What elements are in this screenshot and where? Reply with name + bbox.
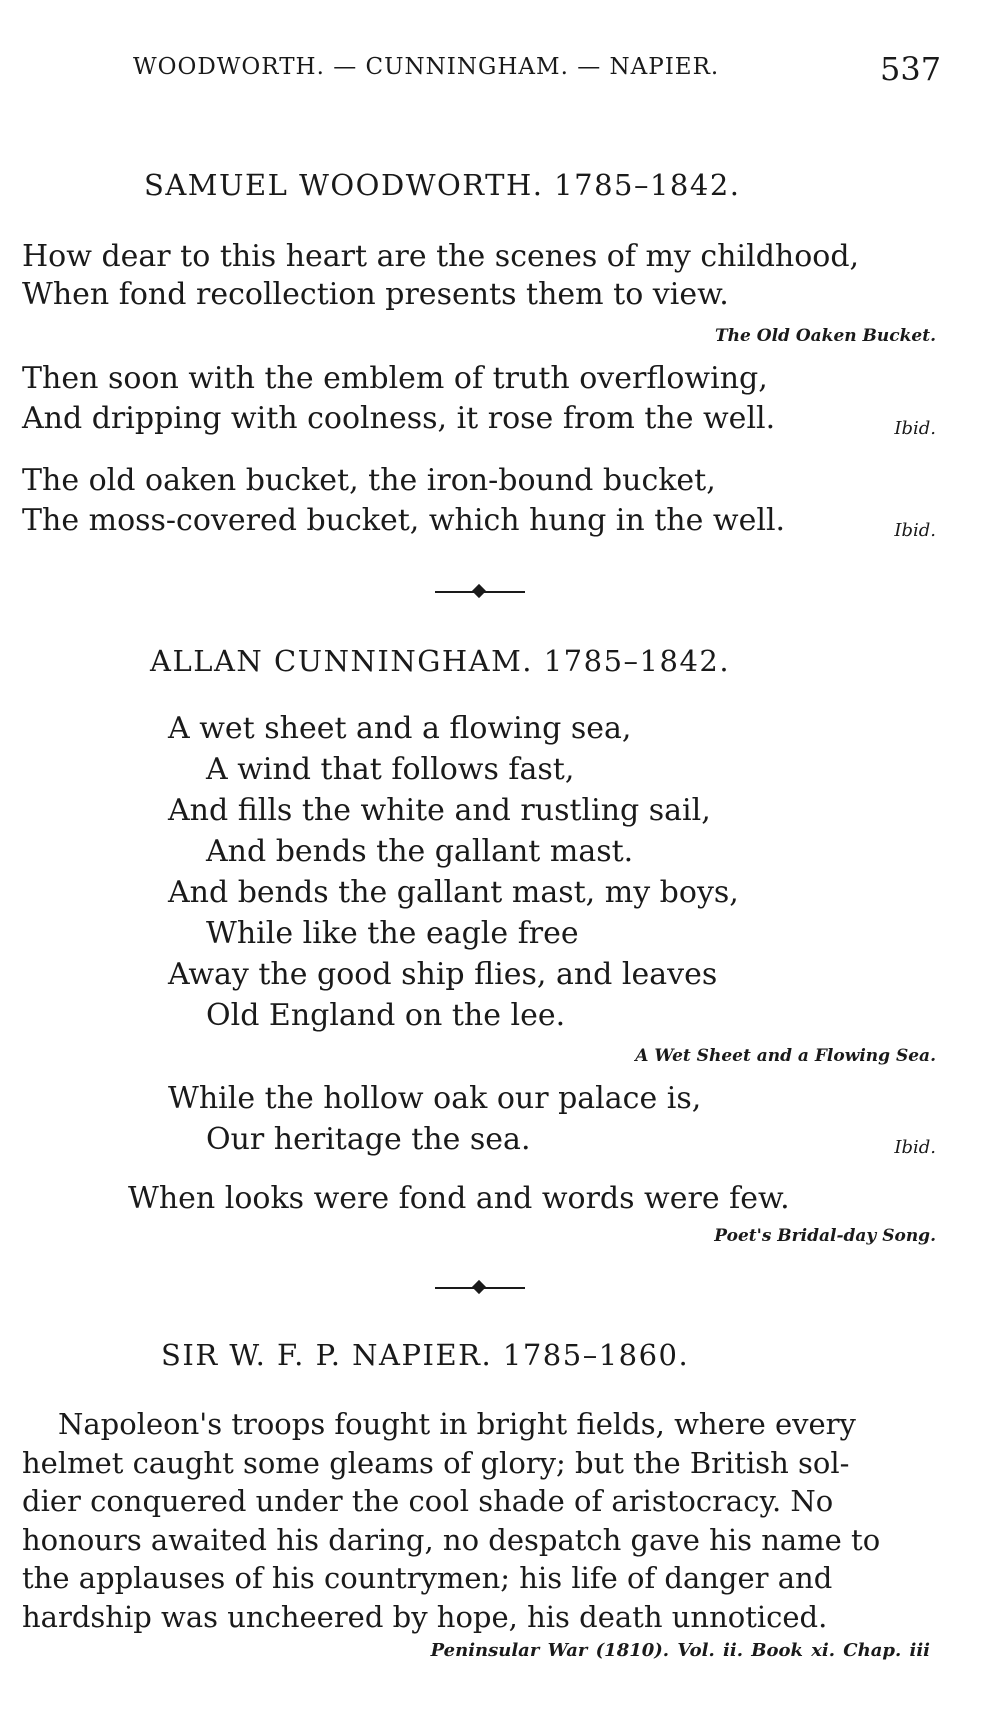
quote-source: Ibid.	[894, 520, 936, 541]
quote-source: A Wet Sheet and a Flowing Sea.	[635, 1046, 936, 1066]
running-title: WOODWORTH. — CUNNINGHAM. — NAPIER.	[133, 54, 720, 80]
quote-line: Then soon with the emblem of truth overflowing,	[22, 361, 768, 396]
quote-line: When fond recollection presents them to view.	[22, 277, 729, 312]
prose-line: helmet caught some gleams of glory; but the British sol-	[22, 1445, 850, 1480]
quote-line: And dripping with coolness, it rose from the well.	[22, 401, 776, 436]
quote-line: When looks were fond and words were few.	[128, 1181, 790, 1216]
quote-line: How dear to this heart are the scenes of my childhood,	[22, 239, 860, 274]
poem-line: While the hollow oak our palace is,	[168, 1081, 702, 1116]
section-divider	[435, 1281, 525, 1295]
quote-source: The Old Oaken Bucket.	[715, 326, 936, 346]
prose-line: the applauses of his countrymen; his life of danger and	[22, 1561, 833, 1595]
section-title-cunningham: ALLAN CUNNINGHAM. 1785–1842.	[150, 644, 731, 678]
running-head	[0, 50, 1000, 90]
poem-line: And bends the gallant mast.	[206, 834, 634, 869]
prose-passage	[22, 1405, 934, 1636]
quote-source: Poet's Bridal-day Song.	[714, 1226, 936, 1246]
prose-line: hardship was uncheered by hope, his death unnoticed.	[22, 1599, 828, 1634]
poem-line: And bends the gallant mast, my boys,	[168, 875, 739, 910]
page-number: 537	[880, 50, 942, 88]
section-title-woodworth: SAMUEL WOODWORTH. 1785–1842.	[144, 168, 741, 202]
quote-line: The old oaken bucket, the iron-bound bucket,	[22, 463, 716, 498]
poem-line: A wind that follows fast,	[206, 752, 575, 787]
prose-line: honours awaited his daring, no despatch gave his name to	[22, 1522, 881, 1557]
section-title-napier: SIR W. F. P. NAPIER. 1785–1860.	[161, 1338, 690, 1372]
poem-line: Our heritage the sea.	[206, 1122, 531, 1157]
poem-line: Away the good ship flies, and leaves	[168, 957, 718, 992]
poem-line: And fills the white and rustling sail,	[168, 793, 711, 828]
quote-source: Ibid.	[894, 1137, 936, 1158]
section-divider	[435, 585, 525, 599]
quote-line: The moss-covered bucket, which hung in the well.	[22, 503, 786, 538]
poem-line: While like the eagle free	[206, 916, 579, 951]
quote-source: Ibid.	[894, 418, 936, 439]
poem-line: Old England on the lee.	[206, 998, 566, 1033]
prose-line: Napoleon's troops fought in bright fields, where every	[58, 1407, 856, 1441]
poem-line: A wet sheet and a flowing sea,	[168, 711, 632, 746]
quote-source: Peninsular War (1810). Vol. ii. Book xi. Chap. iii	[430, 1640, 930, 1661]
prose-line: dier conquered under the cool shade of aristocracy. No	[22, 1484, 834, 1518]
